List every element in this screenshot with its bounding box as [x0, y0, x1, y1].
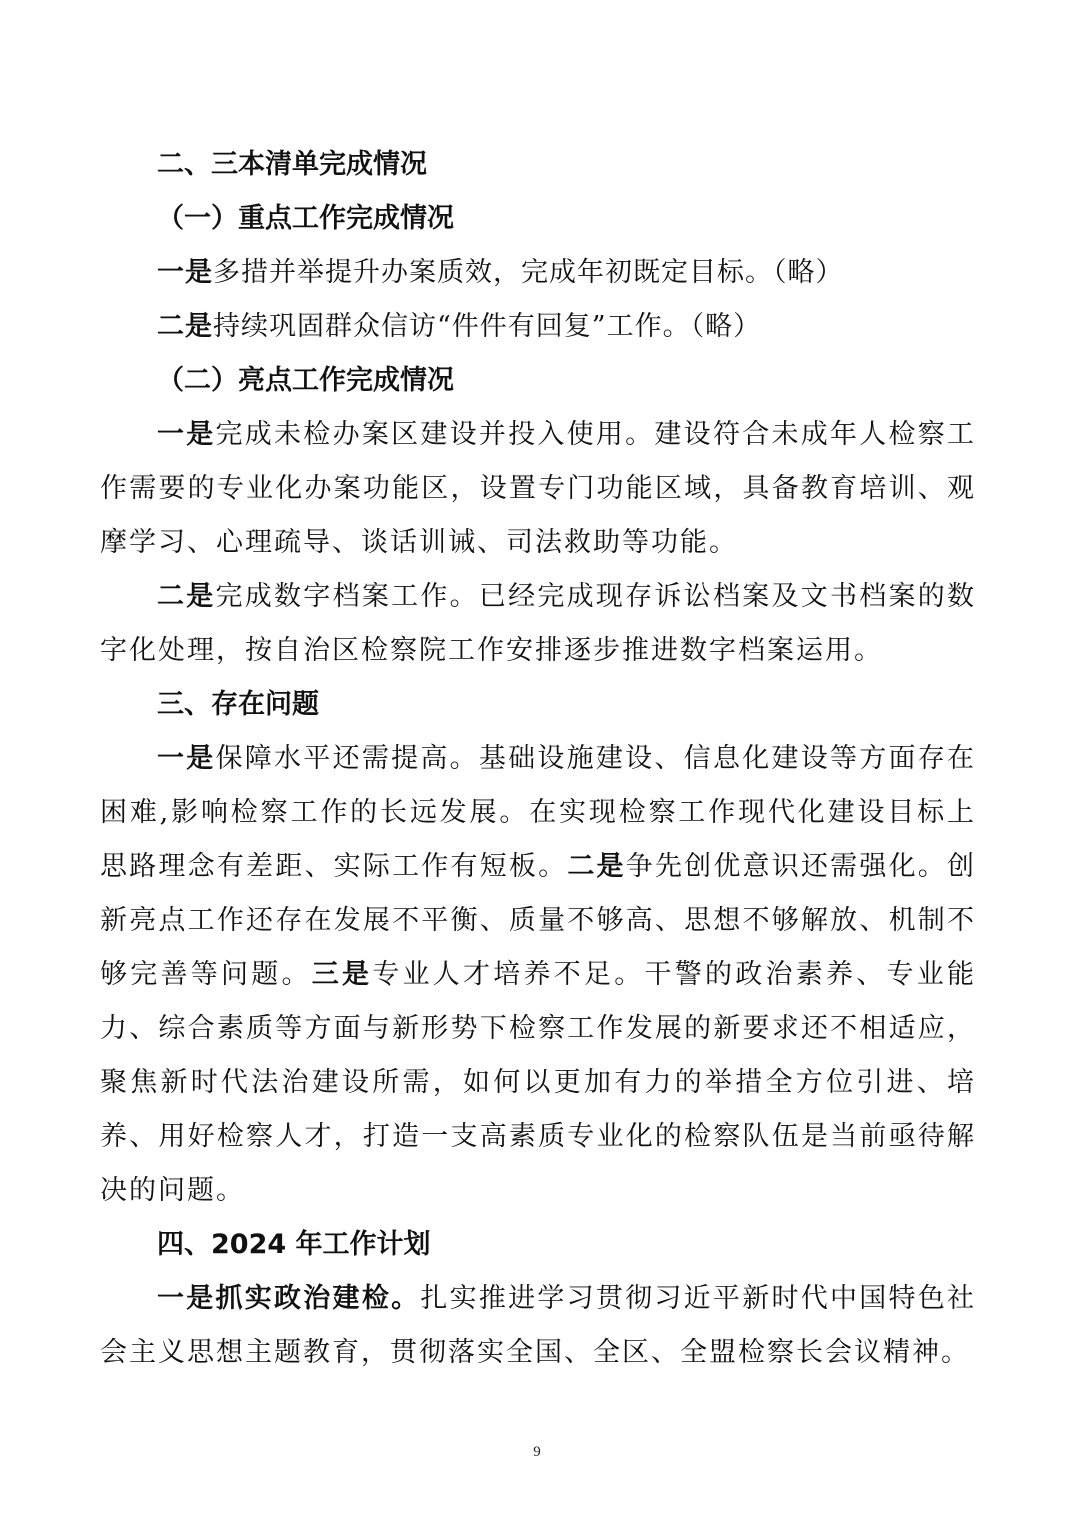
paragraph-text: 完成未检办案区建设并投入使用。建设符合未成年人检察工作需要的专业化办案功能区，设置专门功能区域，具备教育培训、观摩学习、心理疏导、谈话训诫、司法救助等功能。 [100, 419, 977, 558]
paragraph-lead: 一是抓实政治建检。 [157, 1283, 421, 1314]
paragraph [100, 300, 976, 354]
section-heading: 二、三本清单完成情况 [157, 149, 427, 180]
paragraph-text: 扎实推进学习贯彻习近平新时代中国特色社会主义思想主题教育，贯彻落实全国、全区、全盟检察长会议精神。 [100, 1283, 977, 1368]
paragraph-text: 完成数字档案工作。已经完成现存诉讼档案及文书档案的数字化处理，按自治区检察院工作安排逐步推进数字档案运用。 [100, 581, 977, 666]
paragraph [100, 732, 976, 1218]
page-content [100, 138, 976, 1380]
paragraph [100, 1272, 976, 1380]
paragraph [100, 408, 976, 570]
page-number: 9 [533, 1444, 541, 1460]
subsection-heading: （二）亮点工作完成情况 [157, 365, 454, 396]
paragraph-lead: 二是 [567, 851, 626, 882]
paragraph-lead: 一是 [157, 257, 213, 288]
section-heading: 四、2024 年工作计划 [157, 1229, 431, 1260]
paragraph-text: 争先创优意识还需强化。创新亮点工作还存在发展不平衡、质量不够高、思想不够解放、机制不够完善等问题。 [100, 851, 977, 990]
paragraph-text: 多措并举提升办案质效，完成年初既定目标。（略） [213, 257, 844, 288]
paragraph-lead: 三是 [311, 959, 373, 990]
paragraph [100, 246, 976, 300]
paragraph [100, 570, 976, 678]
section-heading: 三、存在问题 [157, 689, 319, 720]
paragraph-lead: 一是 [157, 419, 216, 450]
paragraph-text: 专业人才培养不足。干警的政治素养、专业能力、综合素质等方面与新形势下检察工作发展的新要求还不相适应，聚焦新时代法治建设所需，如何以更加有力的举措全方位引进、培养、用好检察人才，打造一支高素质专业化的检察队伍是当前亟待解决的问题。 [100, 959, 976, 1206]
paragraph-lead: 二是 [157, 581, 216, 612]
paragraph-lead: 二是 [157, 311, 213, 342]
paragraph-lead: 一是 [157, 743, 216, 774]
subsection-heading: （一）重点工作完成情况 [157, 203, 454, 234]
paragraph-text: 持续巩固群众信访“件件有回复”工作。（略） [213, 311, 762, 342]
paragraph-text: 保障水平还需提高。基础设施建设、信息化建设等方面存在困难,影响检察工作的长远发展。在实现检察工作现代化建设目标上思路理念有差距、实际工作有短板。 [100, 743, 977, 882]
